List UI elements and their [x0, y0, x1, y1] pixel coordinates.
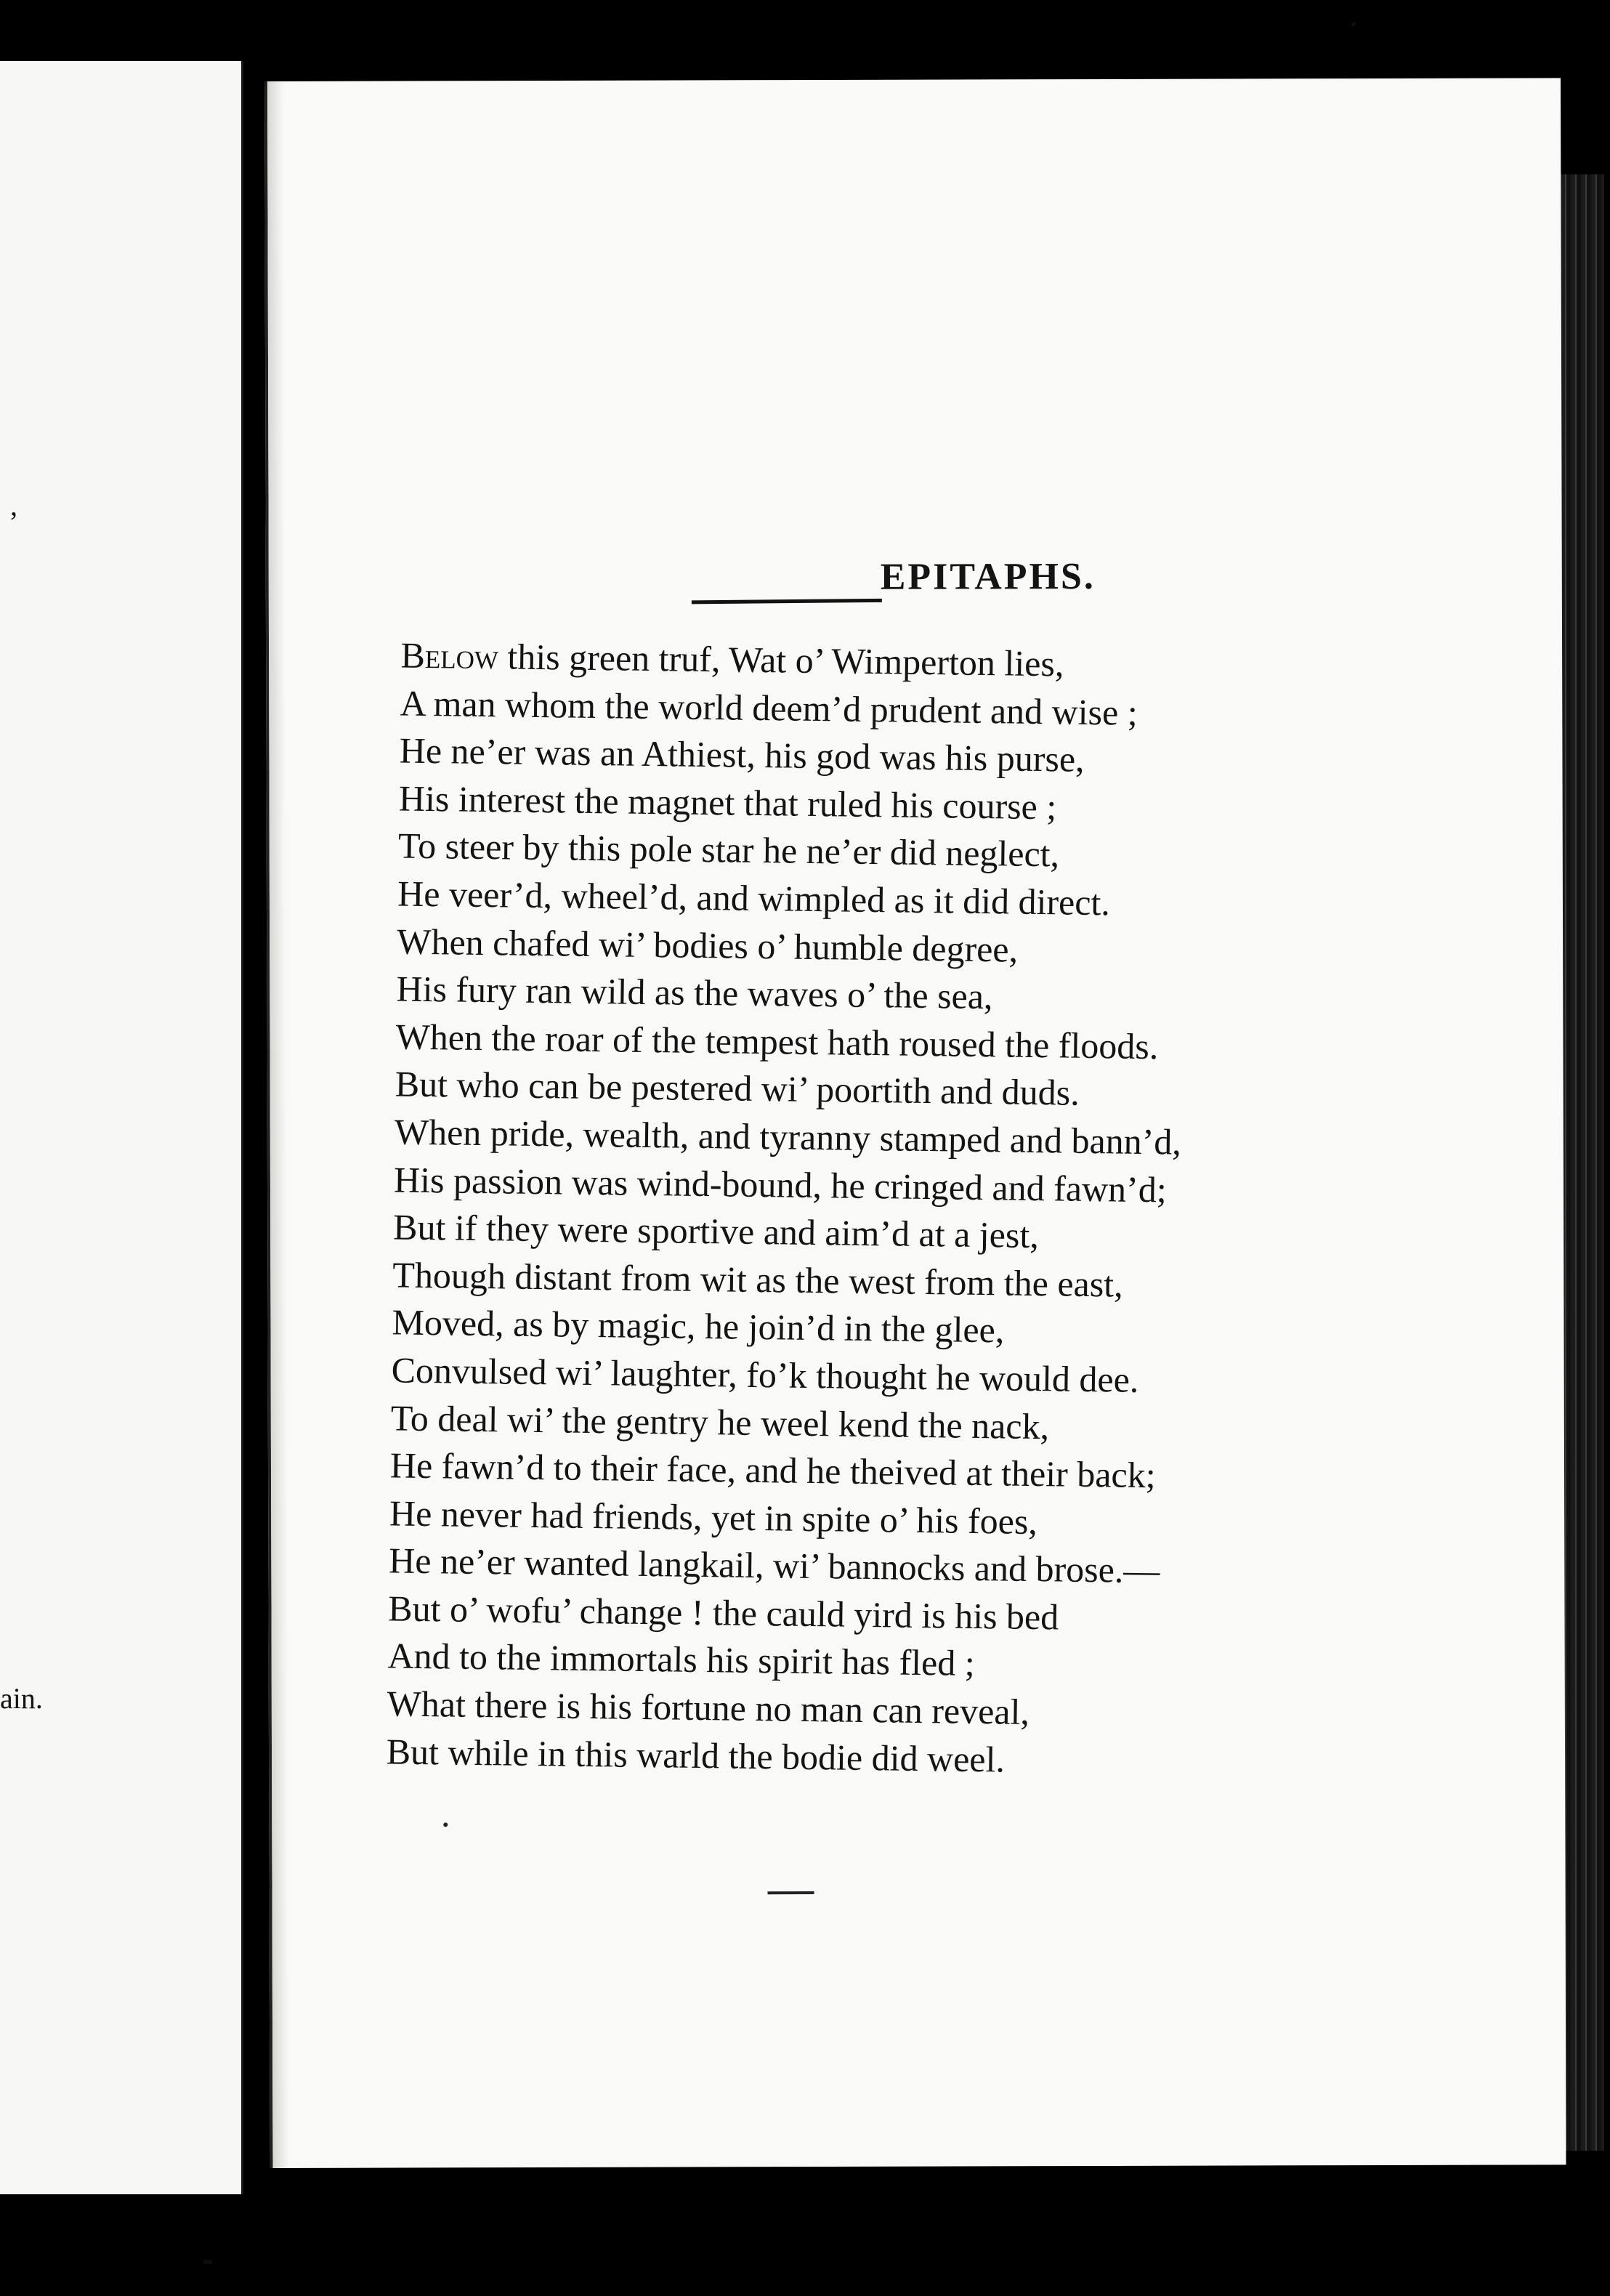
poem-line: What there is his fortune no man can reveal, — [387, 1683, 1030, 1733]
poem-line: He veer’d, wheel’d, and wimpled as it did direct. — [397, 873, 1111, 923]
poem-line: His fury ran wild as the waves o’ the sea, — [396, 968, 993, 1017]
end-rule — [768, 1891, 814, 1894]
poem-line: His passion was wind-bound, he cringed and fawn’d; — [393, 1158, 1168, 1210]
poem-line: He never had friends, yet in spite o’ his foes, — [389, 1492, 1038, 1542]
poem-line: But if they were sportive and aim’d at a jest, — [392, 1206, 1040, 1256]
poem-dropcap-word: Below — [400, 634, 499, 677]
title-rule — [692, 599, 882, 605]
poem-line: He ne’er wanted langkail, wi’ bannocks and brose.— — [388, 1540, 1160, 1591]
poem-line: To deal wi’ the gentry he weel kend the nack, — [390, 1396, 1050, 1447]
gutter-shadow — [267, 81, 289, 2168]
poem-line: But who can be pestered wi’ poortith and duds. — [395, 1063, 1080, 1114]
left-facing-page — [0, 61, 243, 2194]
left-page-comma: , — [10, 489, 17, 522]
poem-line: To steer by this pole star he ne’er did neglect, — [397, 825, 1060, 875]
page-title: EPITAPHS. — [880, 556, 1096, 598]
poem-line: Moved, as by magic, he join’d in the glee, — [392, 1301, 1005, 1351]
poem-line: His interest the magnet that ruled his course ; — [398, 777, 1057, 828]
epitaph-poem — [386, 632, 1534, 1791]
stray-dot — [443, 1822, 448, 1827]
poem-line: But while in this warld the bodie did weel. — [386, 1731, 1006, 1780]
poem-line: A man whom the world deem’d prudent and wise ; — [400, 682, 1138, 733]
poem-line: And to the immortals his spirit has fled ; — [387, 1635, 976, 1684]
poem-line-text: this green truf, Wat o’ Wimperton lies, — [498, 636, 1064, 684]
poem-line: When pride, wealth, and tyranny stamped and bann’d, — [394, 1111, 1182, 1163]
poem-line: Convulsed wi’ laughter, fo’k thought he would dee. — [391, 1349, 1139, 1400]
right-page — [264, 78, 1566, 2168]
poem-line: He fawn’d to their face, and he theived at their back; — [389, 1444, 1156, 1496]
poem-line: When chafed wi’ bodies o’ humble degree, — [397, 921, 1019, 970]
poem-line: When the roar of the tempest hath roused the floods. — [395, 1016, 1159, 1067]
poem-line: Though distant from wit as the west from the east, — [392, 1254, 1124, 1305]
left-page-text-fragment: ain. — [0, 1682, 43, 1715]
poem-line: But o’ wofu’ change ! the cauld yird is his bed — [388, 1588, 1059, 1638]
scan-speck — [203, 2260, 212, 2264]
scan-speck — [1351, 22, 1356, 26]
page-edge-stack — [1561, 174, 1604, 2151]
poem-line: He ne’er was an Athiest, his god was his purse, — [399, 729, 1085, 780]
